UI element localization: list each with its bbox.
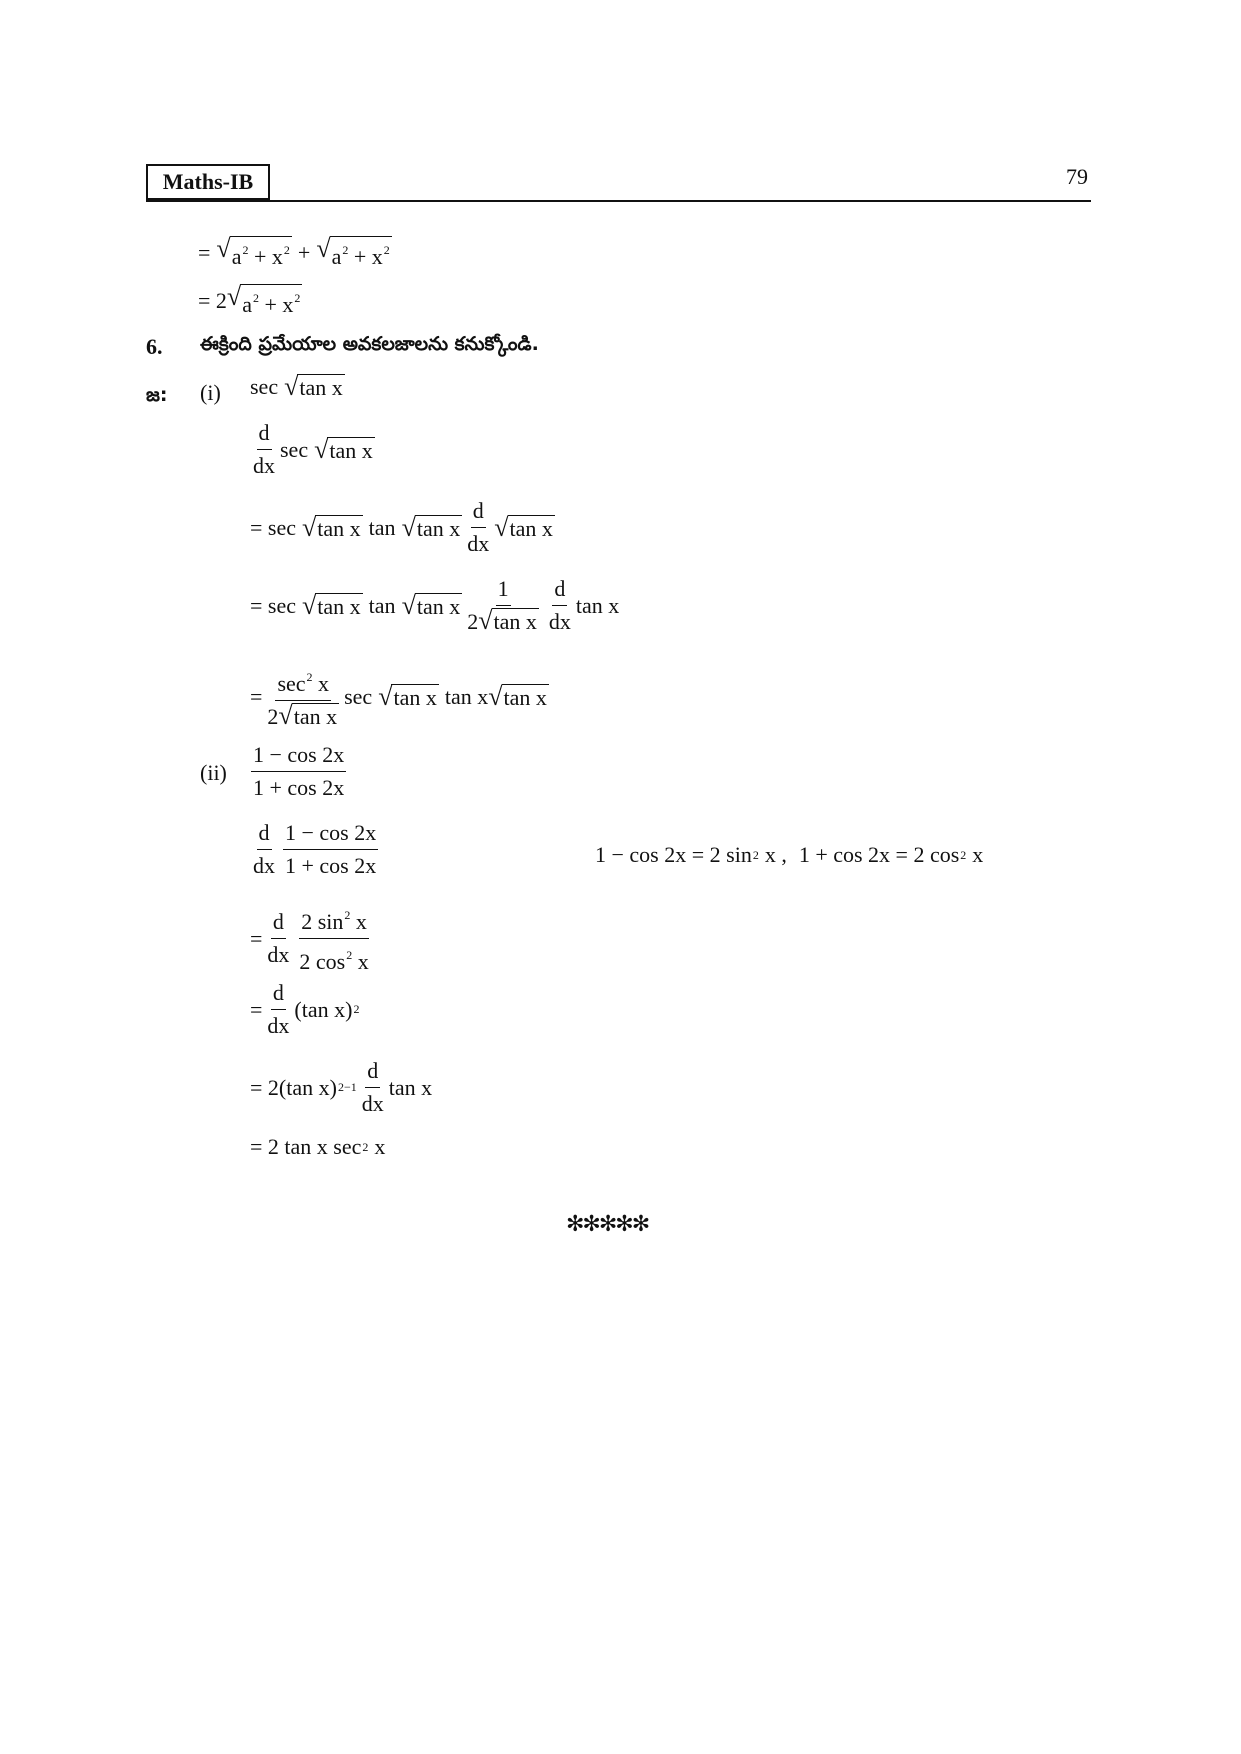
part-i-step-3: = sec √ tan x tan √ tan x 1 2 √ tan x $\frac{d}{dx}$ tan x <box>250 576 620 635</box>
part-i-function: sec √ tan x <box>250 372 343 401</box>
part-ii-step-4: = 2(tan x) 2−1 $\frac{d}{dx}$ tan x <box>250 1058 433 1116</box>
part-ii-step-2: = $\frac{d}{dx}$ $\frac{2 \sin^2 x}{2 \cos^2 x}$ <box>250 900 374 977</box>
radical: √ $a^2 + x^2$ <box>226 282 301 317</box>
page-number: 79 <box>1066 164 1088 189</box>
prev-step-2: = 2 √ $a^2 + x^2$ <box>198 282 301 317</box>
header-rule <box>146 200 1091 202</box>
question-text: ఈక్రింది ప్రమేయాల అవకలజాలను కనుక్కోండి. <box>200 333 539 355</box>
part-i-step-2: = sec √ tan x tan √ tan x $\frac{d}{dx}$ √ tan x <box>250 498 553 556</box>
part-ii-step-1: $\frac{d}{dx}$ $\frac{1 - \cos 2x}{1 + \cos 2x}$ <box>253 820 377 878</box>
radical: √ $a^2 + x^2$ <box>316 234 390 269</box>
answer-label: జ: <box>146 384 168 406</box>
part-ii-step-3: = $\frac{d}{dx}$ (tan x) 2 <box>250 980 360 1038</box>
question-number: 6. <box>146 334 163 359</box>
part-ii-identity: 1 − cos 2x = 2 sin 2 x , 1 + cos 2x = 2 cos 2 x <box>595 842 984 867</box>
part-i-step-1: $\frac{d}{dx}$ sec √ tan x <box>253 420 373 478</box>
part-ii-label: (ii) <box>200 760 227 785</box>
prev-step-1: = √ $a^2 + x^2$ + √ $a^2 + x^2$ <box>198 234 390 269</box>
part-i-label: (i) <box>200 380 221 405</box>
book-title-box <box>146 164 270 200</box>
part-i-result: = $\sec^2 x$ 2 √ tan x sec √ tan x tan x √ tan x <box>250 662 549 732</box>
radical: √ $a^2 + x^2$ <box>216 234 290 269</box>
part-ii-function: $\frac{1 - \cos 2x}{1 + \cos 2x}$ <box>253 742 345 800</box>
section-end-stars: ✻✻✻✻✻ <box>566 1212 649 1237</box>
book-title: Maths-IB <box>162 169 254 194</box>
part-ii-result: = 2 tan x sec 2 x <box>250 1134 386 1159</box>
